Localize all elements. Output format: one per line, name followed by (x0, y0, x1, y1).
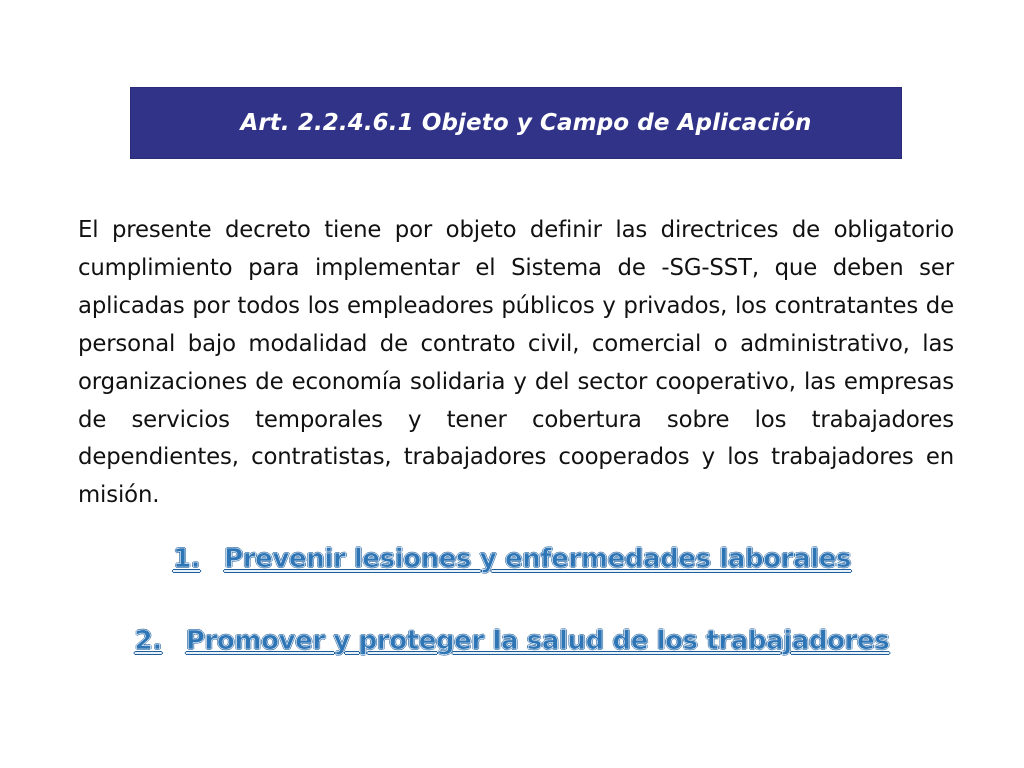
goal-item (0, 626, 1024, 656)
goal-number: 1. (172, 544, 201, 574)
goal-text: Promover y proteger la salud de los trabajadores (185, 626, 890, 656)
slide-title: Art. 2.2.4.6.1 Objeto y Campo de Aplicación (240, 110, 812, 136)
goal-number: 2. (134, 626, 162, 656)
title-banner (130, 87, 902, 159)
goal-text: Prevenir lesiones y enfermedades laborales (224, 544, 852, 574)
goal-item (0, 544, 1024, 574)
body-paragraph: El presente decreto tiene por objeto definir las directrices de obligatorio cumplimiento para implementar el Sistema de -SG-SST, que deben ser aplicadas por todos los empleadores públicos y privados, los contratantes de personal bajo modalidad de contrato civil, comercial o administrativo, las organizaciones de economía solidaria y del sector cooperativo, las empresas de servicios temporales y tener cobertura sobre los trabajadores dependientes, contratistas, trabajadores cooperados y los trabajadores en misión. (78, 217, 954, 509)
